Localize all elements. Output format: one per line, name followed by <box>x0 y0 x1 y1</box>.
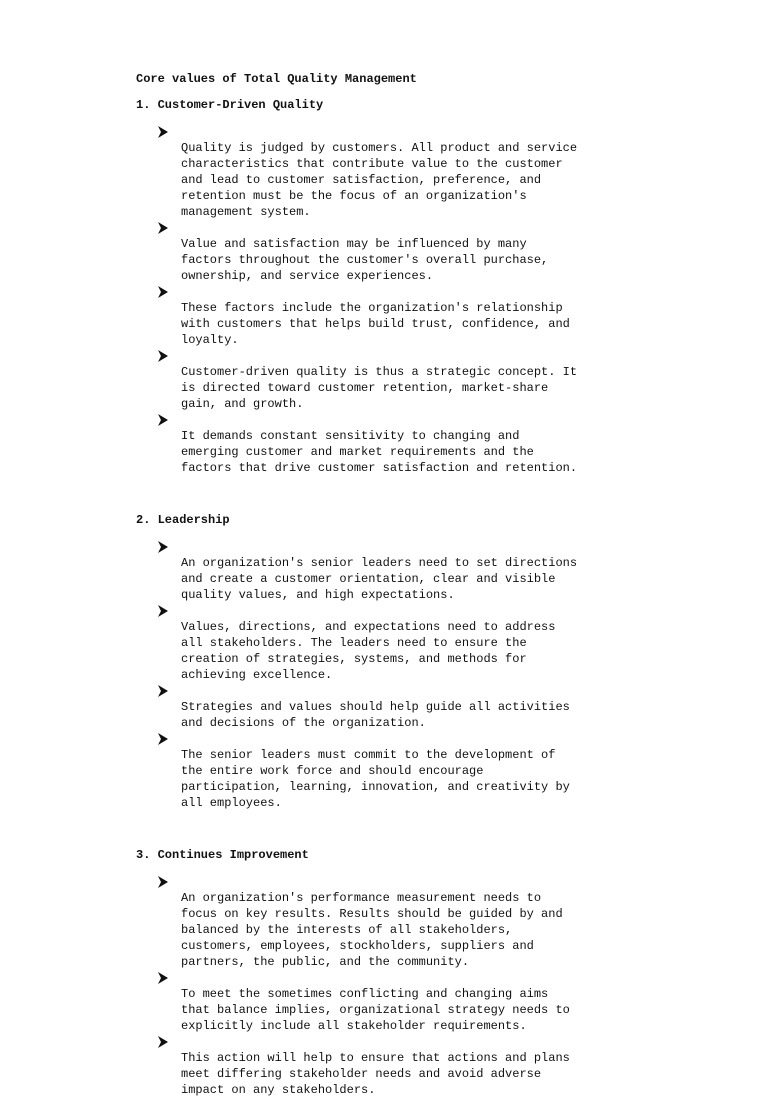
list-item <box>136 1034 696 1098</box>
section-heading: 1. Customer-Driven Quality <box>136 98 324 112</box>
list-item <box>136 731 696 811</box>
bullet-text: Value and satisfaction may be influenced by many factors throughout the customer's overall purchase, ownership, and service experiences. <box>181 237 549 283</box>
section-customer-driven-quality <box>136 97 696 476</box>
arrowhead-bullet-icon <box>158 605 168 617</box>
bullet-text: An organization's senior leaders need to set directions and create a customer orientation, clear and visible quality values, and high expectations. <box>181 556 578 602</box>
bullet-text: Strategies and values should help guide all activities and decisions of the organization. <box>181 700 570 730</box>
arrowhead-bullet-icon <box>158 876 168 888</box>
arrowhead-bullet-icon <box>158 350 168 362</box>
section-continues-improvement <box>136 847 696 1098</box>
arrowhead-bullet-icon <box>158 286 168 298</box>
list-item <box>136 124 696 220</box>
list-item <box>136 412 696 476</box>
bullet-text: These factors include the organization's relationship with customers that helps build trust, confidence, and loyalty. <box>181 301 570 347</box>
list-item <box>136 539 696 603</box>
list-item <box>136 348 696 412</box>
arrowhead-bullet-icon <box>158 126 168 138</box>
bullet-text: This action will help to ensure that actions and plans meet differing stakeholder needs and avoid adverse impact on any stakeholders. <box>181 1051 570 1097</box>
list-item <box>136 683 696 731</box>
bullet-text: Quality is judged by customers. All product and service characteristics that contribute value to the customer and lead to customer satisfaction, preference, and retention must be the focus of an organization's management system. <box>181 141 578 219</box>
document-title: Core values of Total Quality Management <box>136 72 417 86</box>
arrowhead-bullet-icon <box>158 972 168 984</box>
arrowhead-bullet-icon <box>158 414 168 426</box>
bullet-text: The senior leaders must commit to the development of the entire work force and should encourage participation, learning, innovation, and creativity by all employees. <box>181 748 570 810</box>
list-item <box>136 603 696 683</box>
arrowhead-bullet-icon <box>158 733 168 745</box>
list-item <box>136 284 696 348</box>
arrowhead-bullet-icon <box>158 1036 168 1048</box>
arrowhead-bullet-icon <box>158 541 168 553</box>
list-item <box>136 874 696 970</box>
document-page <box>136 71 696 1098</box>
bullet-list <box>136 124 696 476</box>
bullet-list <box>136 539 696 811</box>
section-leadership <box>136 512 696 811</box>
bullet-text: To meet the sometimes conflicting and changing aims that balance implies, organizational strategy needs to explicitly include all stakeholder requirements. <box>181 987 570 1033</box>
bullet-text: Values, directions, and expectations need to address all stakeholders. The leaders need to ensure the creation of strategies, systems, and methods for achieving excellence. <box>181 620 556 682</box>
section-heading: 3. Continues Improvement <box>136 848 309 862</box>
bullet-text: An organization's performance measurement needs to focus on key results. Results should be guided by and balanced by the interests of all stakeholders, customers, employees, stockholders, suppliers and partners, the public, and the community. <box>181 891 563 969</box>
section-heading: 2. Leadership <box>136 513 230 527</box>
list-item <box>136 220 696 284</box>
bullet-list <box>136 874 696 1098</box>
list-item <box>136 970 696 1034</box>
bullet-text: It demands constant sensitivity to changing and emerging customer and market requirements and the factors that drive customer satisfaction and retention. <box>181 429 578 475</box>
bullet-text: Customer-driven quality is thus a strategic concept. It is directed toward customer retention, market-share gain, and growth. <box>181 365 578 411</box>
arrowhead-bullet-icon <box>158 685 168 697</box>
arrowhead-bullet-icon <box>158 222 168 234</box>
